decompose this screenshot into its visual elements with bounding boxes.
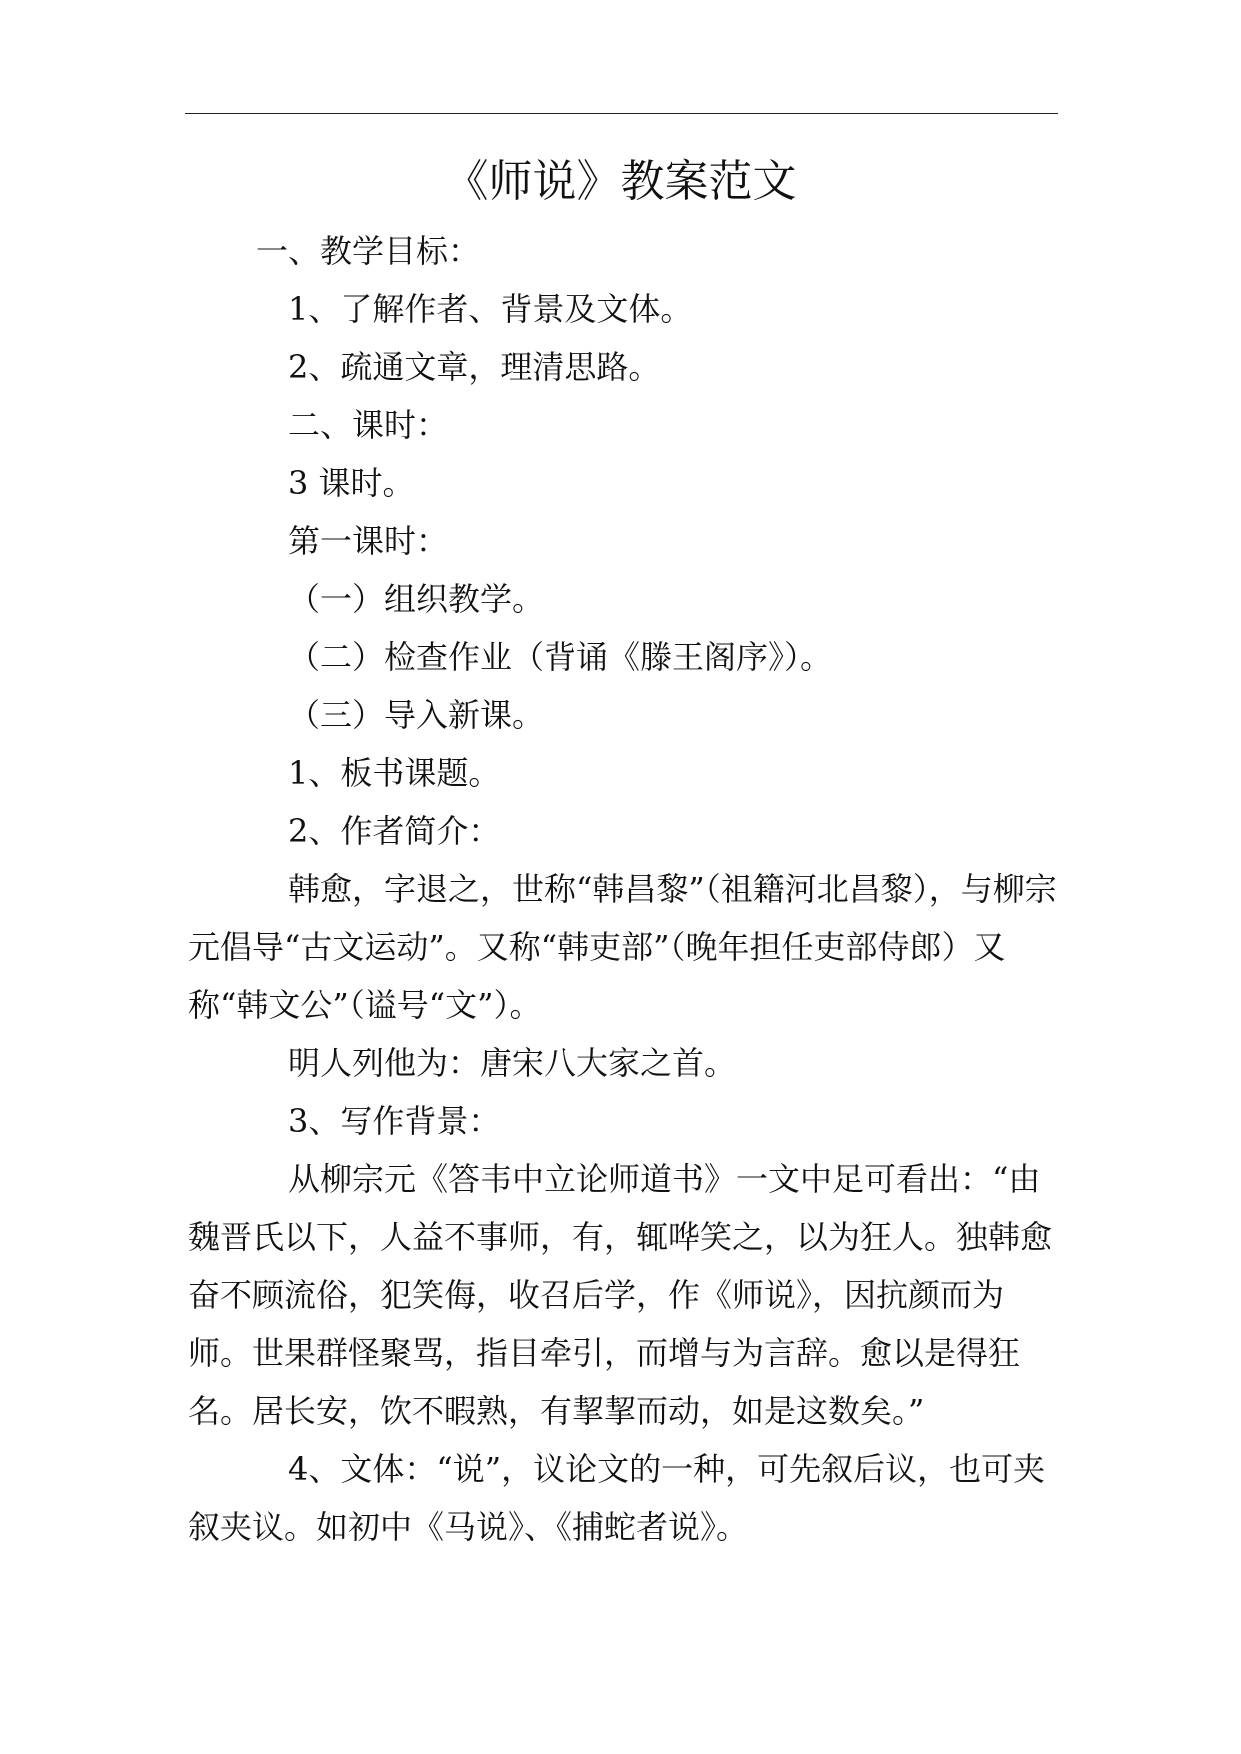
lesson-step: （一）组织教学。 — [288, 580, 545, 618]
author-paragraph: 明人列他为：唐宋八大家之首。 — [288, 1044, 737, 1082]
sub-step: 3、写作背景： — [288, 1102, 501, 1140]
sub-step: 2、作者简介： — [288, 812, 501, 850]
first-lesson-heading: 第一课时： — [288, 522, 449, 560]
lesson-step: （二）检查作业（背诵《滕王阁序》）。 — [288, 638, 833, 676]
objective-item: 1、了解作者、背景及文体。 — [288, 290, 693, 328]
sub-step: 1、板书课题。 — [288, 754, 501, 792]
genre-paragraph: 4、文体：“说”，议论文的一种，可先叙后议，也可夹叙夹议。如初中《马说》、《捕蛇者说》。 — [188, 1450, 1046, 1546]
background-paragraph: 从柳宗元《答韦中立论师道书》一文中足可看出：“由魏晋氏以下，人益不事师，有，辄哗笑之，以为狂人。独韩愈奋不顾流俗，犯笑侮，收召后学，作《师说》，因抗颜而为师。世果群怪聚骂，指目牵引，而增与为言辞。愈以是得狂名。居长安，饮不暇熟，有挈挈而动，如是这数矣。” — [188, 1160, 1053, 1430]
lesson-step: （三）导入新课。 — [288, 696, 545, 734]
lesson-hours-value: 3 课时。 — [288, 464, 415, 502]
section-heading-objectives: 一、教学目标： — [256, 232, 481, 270]
section-heading-lesson-hours: 二、课时： — [288, 406, 449, 444]
objective-item: 2、疏通文章，理清思路。 — [288, 348, 661, 386]
document-title: 《师说》教案范文 — [444, 156, 797, 207]
author-paragraph: 韩愈，字退之，世称“韩昌黎”（祖籍河北昌黎），与柳宗元倡导“古文运动”。又称“韩吏部”（晚年担任吏部侍郎）又称“韩文公”（谥号“文”）。 — [188, 870, 1057, 1024]
header-rule — [185, 113, 1058, 114]
document-body — [188, 222, 1058, 1556]
